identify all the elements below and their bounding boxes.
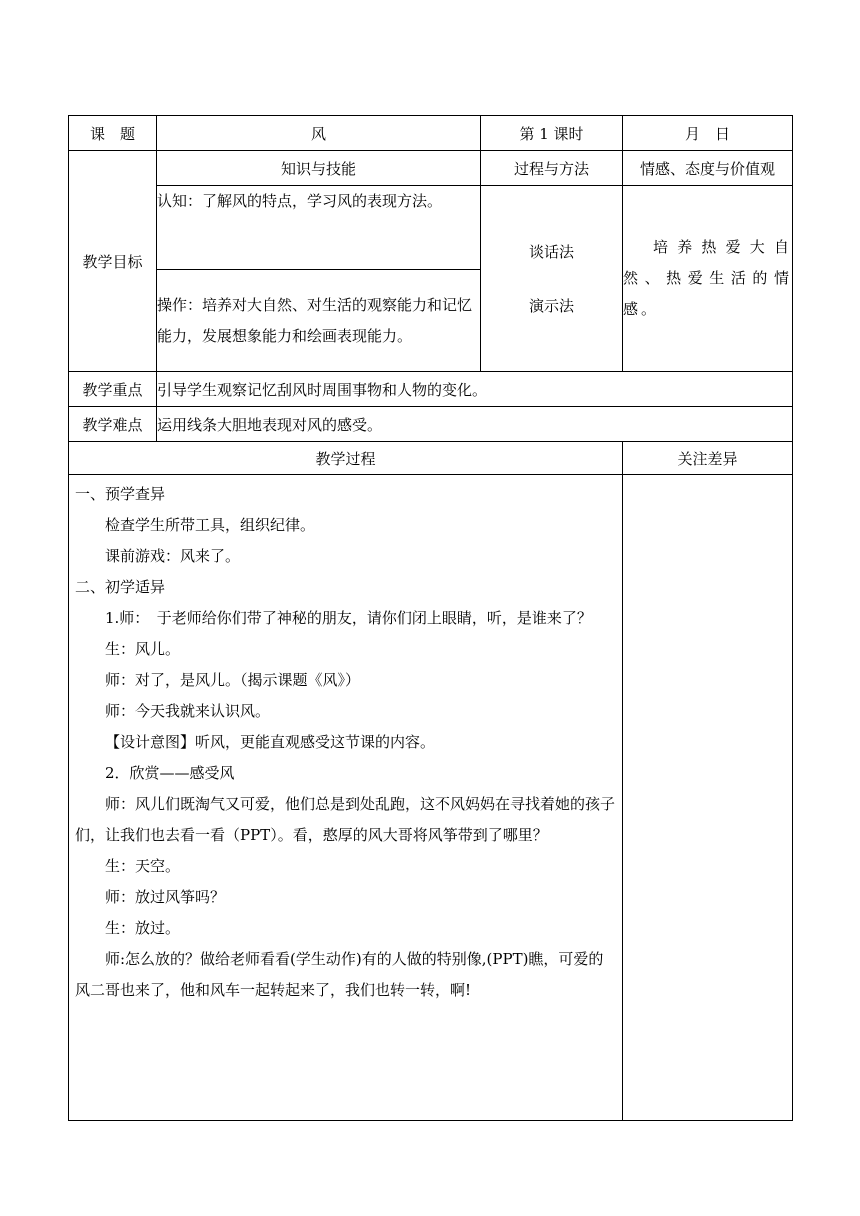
methods-cell	[481, 186, 623, 372]
goals-header-row	[69, 151, 793, 186]
process-line: 二、初学适异	[75, 578, 166, 596]
header-row	[69, 116, 793, 151]
process-line: 一、预学查异	[75, 485, 166, 503]
process-title: 教学过程	[69, 442, 623, 475]
lesson-plan-table	[68, 115, 793, 1121]
process-line: 检查学生所带工具，组织纪律。	[105, 516, 316, 534]
key-point-label: 教学重点	[69, 372, 157, 407]
differences-content	[623, 475, 793, 1121]
topic-value: 风	[157, 116, 481, 151]
process-header-row	[69, 442, 793, 475]
process-line: 师：今天我就来认识风。	[105, 702, 271, 720]
method-demo: 演示法	[528, 296, 574, 315]
process-line: 生：天空。	[105, 857, 181, 875]
values-text: 培养热爱大自然、热爱生活的情感。	[623, 186, 793, 372]
knowledge-cognition: 认知：了解风的特点，学习风的表现方法。	[157, 186, 481, 270]
process-line: 2．欣赏——感受风	[105, 764, 235, 782]
goals-row-1	[69, 186, 793, 270]
col-values: 情感、态度与价值观	[623, 151, 793, 186]
process-line: 课前游戏：风来了。	[105, 547, 241, 565]
difficulty-text: 运用线条大胆地表现对风的感受。	[157, 407, 793, 442]
topic-label: 课 题	[69, 116, 157, 151]
process-line: 1.师： 于老师给你们带了神秘的朋友，请你们闭上眼睛，听，是谁来了？	[105, 609, 592, 627]
process-line: 生：放过。	[105, 919, 181, 937]
difficulty-row	[69, 407, 793, 442]
lesson-number: 第 1 课时	[481, 116, 623, 151]
col-knowledge: 知识与技能	[157, 151, 481, 186]
differences-title: 关注差异	[623, 442, 793, 475]
process-line: 生：风儿。	[105, 640, 181, 658]
difficulty-label: 教学难点	[69, 407, 157, 442]
process-content	[69, 475, 623, 1121]
method-talk: 谈话法	[528, 242, 574, 261]
process-body-row	[69, 475, 793, 1121]
process-line: 师：放过风筝吗？	[105, 888, 226, 906]
col-process: 过程与方法	[481, 151, 623, 186]
process-line: 师:怎么放的？做给老师看看(学生动作)有的人做的特别像,(PPT)瞧，可爱的风二哥也来了，他和风车一起转起来了，我们也转一转，啊!	[75, 950, 604, 999]
key-point-row	[69, 372, 793, 407]
knowledge-operation: 操作：培养对大自然、对生活的观察能力和记忆能力，发展想象能力和绘画表现能力。	[157, 270, 481, 372]
key-point-text: 引导学生观察记忆刮风时周围事物和人物的变化。	[157, 372, 793, 407]
process-line: 【设计意图】听风，更能直观感受这节课的内容。	[105, 733, 436, 751]
process-line: 师：风儿们既淘气又可爱，他们总是到处乱跑，这不风妈妈在寻找着她的孩子们，让我们也去看一看（PPT）。看，憨厚的风大哥将风筝带到了哪里？	[75, 795, 616, 844]
process-line: 师：对了，是风儿。（揭示课题《风》）	[105, 671, 361, 689]
lesson-date: 月 日	[623, 116, 793, 151]
goals-label: 教学目标	[69, 151, 157, 372]
